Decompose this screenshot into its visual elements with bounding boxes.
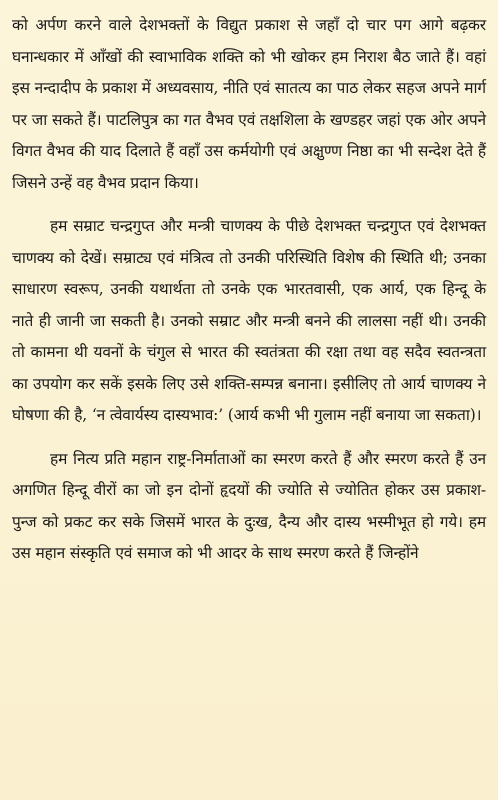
paragraph-3: हम नित्य प्रति महान राष्ट्र-निर्माताओं का स्मरण करते हैं और स्मरण करते हैं उन अगणित हिन्दू वीरों का जो इन दोनों हृदयों की ज्योति से ज्योतित होकर उस प्रकाश-पुन्ज को प्रकट कर सके जिसमें भारत के दुःख, दैन्य और दास्य भस्मीभूत हो गये। हम उस महान संस्कृति एवं समाज को भी आदर के साथ स्मरण करते हैं जिन्होंने [12, 449, 486, 562]
paragraph-1: को अर्पण करने वाले देशभक्तों के विद्युत प्रकाश से जहाँ दो चार पग आगे बढ़कर घनान्धकार में आँखों की स्वाभाविक शक्ति को भी खोकर हम निराश बैठ जाते हैं। वहां इस नन्दादीप के प्रकाश में अध्यवसाय, नीति एवं सातत्य का पाठ लेकर सहज अपने मार्ग पर जा सकते हैं। पाटलिपुत्र का गत वैभव एवं तक्षशिला के खण्डहर जहां एक ओर अपने विगत वैभव की याद दिलाते हैं वहाँ उस कर्मयोगी एवं अक्षुण्ण निष्ठा का भी सन्देश देते हैं जिसने उन्हें वह वैभव प्रदान किया। [12, 16, 486, 192]
paragraph-2: हम सम्राट चन्द्रगुप्त और मन्त्री चाणक्य के पीछे देशभक्त चन्द्रगुप्त एवं देशभक्त चाणक्य को देखें। सम्राट्य एवं मंत्रित्व तो उनकी परिस्थिति विशेष की स्थिति थी; उनका साधारण स्वरूप, उनकी यथार्थता तो उनके एक भारतवासी, एक आर्य, एक हिन्दू के नाते ही जानी जा सकती है। उनको सम्राट और मन्त्री बनने की लालसा नहीं थी। उनकी तो कामना थी यवनों के चंगुल से भारत की स्वतंत्रता की रक्षा तथा वह सदैव स्वतन्त्रता का उपयोग कर सकें इसके लिए उसे शक्ति-सम्पन्न बनाना। इसीलिए तो आर्य चाणक्य ने घोषणा की है, ‘न त्वेवार्यस्य दास्यभाव:’ (आर्य कभी भी गुलाम नहीं बनाया जा सकता)। [12, 217, 486, 424]
